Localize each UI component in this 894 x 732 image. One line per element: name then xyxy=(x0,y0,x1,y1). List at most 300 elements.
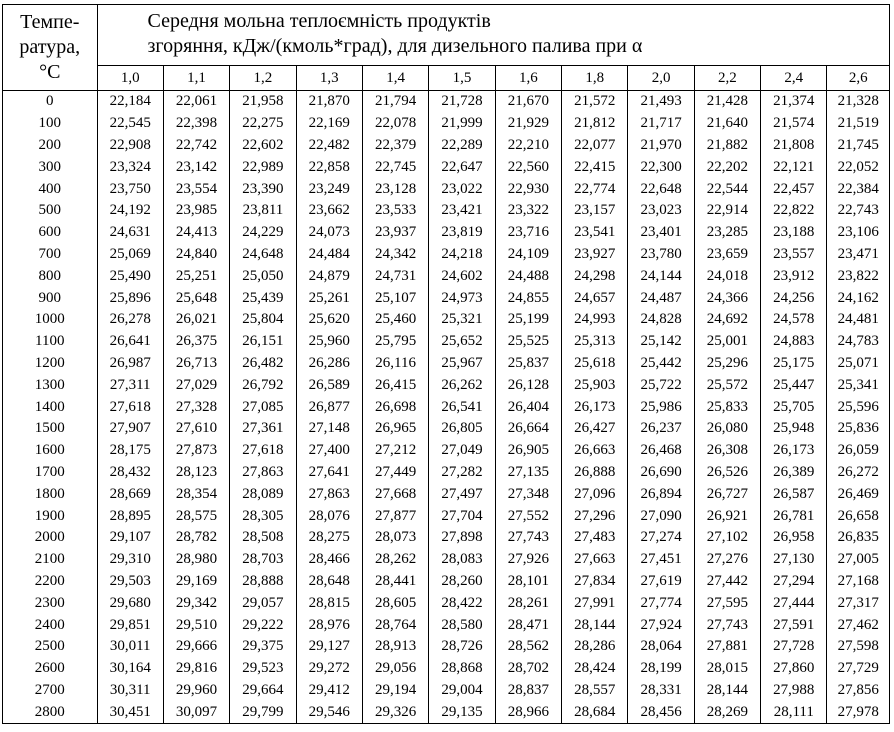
alpha-column-header: 1,5 xyxy=(429,66,495,91)
heat-capacity-cell: 29,816 xyxy=(163,658,229,680)
heat-capacity-cell: 22,544 xyxy=(694,178,760,200)
heat-capacity-cell: 26,727 xyxy=(694,483,760,505)
heat-capacity-cell: 24,192 xyxy=(97,200,163,222)
heat-capacity-cell: 25,296 xyxy=(694,353,760,375)
heat-capacity-cell: 21,572 xyxy=(562,91,628,113)
heat-capacity-cell: 28,261 xyxy=(495,592,561,614)
heat-capacity-cell: 27,881 xyxy=(694,636,760,658)
heat-capacity-cell: 24,218 xyxy=(429,244,495,266)
heat-capacity-cell: 26,921 xyxy=(694,505,760,527)
heat-capacity-cell: 23,716 xyxy=(495,222,561,244)
heat-capacity-cell: 24,692 xyxy=(694,309,760,331)
heat-capacity-cell: 24,855 xyxy=(495,287,561,309)
heat-capacity-cell: 27,552 xyxy=(495,505,561,527)
alpha-column-header: 1,6 xyxy=(495,66,561,91)
heat-capacity-cell: 26,888 xyxy=(562,462,628,484)
heat-capacity-cell: 23,322 xyxy=(495,200,561,222)
heat-capacity-cell: 21,808 xyxy=(761,135,827,157)
heat-capacity-cell: 28,441 xyxy=(362,571,428,593)
heat-capacity-cell: 26,526 xyxy=(694,462,760,484)
heat-capacity-cell: 25,572 xyxy=(694,374,760,396)
heat-capacity-cell: 23,659 xyxy=(694,244,760,266)
heat-capacity-cell: 28,089 xyxy=(230,483,296,505)
heat-capacity-cell: 22,560 xyxy=(495,156,561,178)
heat-capacity-cell: 24,109 xyxy=(495,244,561,266)
heat-capacity-cell: 26,877 xyxy=(296,396,362,418)
heat-capacity-cell: 29,851 xyxy=(97,614,163,636)
heat-capacity-cell: 25,321 xyxy=(429,309,495,331)
heat-capacity-cell: 27,926 xyxy=(495,549,561,571)
heat-capacity-cell: 27,663 xyxy=(562,549,628,571)
heat-capacity-cell: 22,379 xyxy=(362,135,428,157)
heat-capacity-cell: 27,863 xyxy=(296,483,362,505)
heat-capacity-cell: 25,313 xyxy=(562,331,628,353)
heat-capacity-cell: 29,375 xyxy=(230,636,296,658)
heat-capacity-cell: 21,745 xyxy=(827,135,890,157)
heat-capacity-cell: 27,618 xyxy=(230,440,296,462)
heat-capacity-cell: 26,587 xyxy=(761,483,827,505)
heat-capacity-cell: 27,873 xyxy=(163,440,229,462)
heat-capacity-cell: 28,123 xyxy=(163,462,229,484)
heat-capacity-cell: 25,948 xyxy=(761,418,827,440)
heat-capacity-cell: 29,169 xyxy=(163,571,229,593)
table-row xyxy=(3,658,890,680)
heat-capacity-cell: 25,341 xyxy=(827,374,890,396)
alpha-header-row xyxy=(3,66,890,91)
heat-capacity-cell: 25,596 xyxy=(827,396,890,418)
temperature-cell: 2500 xyxy=(3,636,98,658)
heat-capacity-cell: 29,135 xyxy=(429,701,495,723)
heat-capacity-cell: 24,993 xyxy=(562,309,628,331)
heat-capacity-cell: 21,574 xyxy=(761,113,827,135)
heat-capacity-cell: 23,142 xyxy=(163,156,229,178)
heat-capacity-cell: 26,698 xyxy=(362,396,428,418)
heat-capacity-cell: 26,805 xyxy=(429,418,495,440)
heat-capacity-cell: 28,562 xyxy=(495,636,561,658)
heat-capacity-cell: 26,151 xyxy=(230,331,296,353)
heat-capacity-cell: 28,064 xyxy=(628,636,694,658)
heat-capacity-cell: 24,413 xyxy=(163,222,229,244)
heat-capacity-cell: 28,703 xyxy=(230,549,296,571)
temperature-cell: 100 xyxy=(3,113,98,135)
heat-capacity-cell: 27,212 xyxy=(362,440,428,462)
heat-capacity-cell: 24,883 xyxy=(761,331,827,353)
heat-capacity-cell: 26,286 xyxy=(296,353,362,375)
heat-capacity-cell: 22,482 xyxy=(296,135,362,157)
heat-capacity-cell: 23,023 xyxy=(628,200,694,222)
heat-capacity-cell: 26,658 xyxy=(827,505,890,527)
heat-capacity-cell: 22,184 xyxy=(97,91,163,113)
heat-capacity-cell: 28,471 xyxy=(495,614,561,636)
heat-capacity-cell: 21,794 xyxy=(362,91,428,113)
heat-capacity-cell: 28,966 xyxy=(495,701,561,723)
heat-capacity-cell: 25,001 xyxy=(694,331,760,353)
heat-capacity-cell: 25,142 xyxy=(628,331,694,353)
heat-capacity-cell: 29,412 xyxy=(296,680,362,702)
heat-capacity-cell: 21,428 xyxy=(694,91,760,113)
temperature-cell: 1400 xyxy=(3,396,98,418)
heat-capacity-cell: 26,835 xyxy=(827,527,890,549)
heat-capacity-cell: 21,670 xyxy=(495,91,561,113)
heat-capacity-cell: 27,296 xyxy=(562,505,628,527)
heat-capacity-cell: 28,466 xyxy=(296,549,362,571)
temperature-cell: 500 xyxy=(3,200,98,222)
alpha-column-header: 2,4 xyxy=(761,66,827,91)
heat-capacity-cell: 22,774 xyxy=(562,178,628,200)
heat-capacity-cell: 27,282 xyxy=(429,462,495,484)
alpha-column-header: 1,3 xyxy=(296,66,362,91)
table-row xyxy=(3,265,890,287)
heat-capacity-cell: 25,107 xyxy=(362,287,428,309)
heat-capacity-cell: 28,331 xyxy=(628,680,694,702)
heat-capacity-cell: 25,525 xyxy=(495,331,561,353)
table-row xyxy=(3,418,890,440)
heat-capacity-cell: 23,401 xyxy=(628,222,694,244)
heat-capacity-cell: 28,976 xyxy=(296,614,362,636)
heat-capacity-cell: 22,300 xyxy=(628,156,694,178)
heat-capacity-cell: 27,641 xyxy=(296,462,362,484)
heat-capacity-cell: 25,439 xyxy=(230,287,296,309)
heat-capacity-cell: 27,898 xyxy=(429,527,495,549)
heat-capacity-cell: 24,342 xyxy=(362,244,428,266)
heat-capacity-cell: 22,052 xyxy=(827,156,890,178)
heat-capacity-cell: 23,557 xyxy=(761,244,827,266)
table-row xyxy=(3,396,890,418)
heat-capacity-cell: 22,908 xyxy=(97,135,163,157)
heat-capacity-cell: 26,663 xyxy=(562,440,628,462)
heat-capacity-cell: 29,310 xyxy=(97,549,163,571)
table-row xyxy=(3,309,890,331)
heat-capacity-cell: 28,895 xyxy=(97,505,163,527)
table-row xyxy=(3,462,890,484)
heat-capacity-cell: 28,575 xyxy=(163,505,229,527)
heat-capacity-cell: 29,057 xyxy=(230,592,296,614)
heat-capacity-cell: 26,404 xyxy=(495,396,561,418)
heat-capacity-cell: 26,792 xyxy=(230,374,296,396)
heat-capacity-cell: 28,111 xyxy=(761,701,827,723)
heat-capacity-cell: 27,924 xyxy=(628,614,694,636)
heat-capacity-cell: 28,199 xyxy=(628,658,694,680)
heat-capacity-cell: 22,457 xyxy=(761,178,827,200)
heat-capacity-cell: 27,618 xyxy=(97,396,163,418)
heat-capacity-cell: 27,361 xyxy=(230,418,296,440)
table-row xyxy=(3,592,890,614)
heat-capacity-cell: 26,965 xyxy=(362,418,428,440)
heat-capacity-cell: 24,879 xyxy=(296,265,362,287)
heat-capacity-cell: 30,311 xyxy=(97,680,163,702)
heat-capacity-cell: 29,523 xyxy=(230,658,296,680)
alpha-column-header: 1,8 xyxy=(562,66,628,91)
heat-capacity-cell: 25,722 xyxy=(628,374,694,396)
heat-capacity-cell: 26,116 xyxy=(362,353,428,375)
heat-capacity-cell: 22,210 xyxy=(495,135,561,157)
heat-capacity-cell: 27,130 xyxy=(761,549,827,571)
heat-capacity-cell: 28,424 xyxy=(562,658,628,680)
heat-capacity-cell: 25,795 xyxy=(362,331,428,353)
heat-capacity-cell: 28,305 xyxy=(230,505,296,527)
temperature-cell: 2100 xyxy=(3,549,98,571)
heat-capacity-cell: 27,591 xyxy=(761,614,827,636)
heat-capacity-cell: 23,022 xyxy=(429,178,495,200)
table-title-line2: згоряння, кДж/(кмоль*град), для дизельного палива при α xyxy=(147,35,643,57)
heat-capacity-cell: 23,811 xyxy=(230,200,296,222)
heat-capacity-cell: 23,390 xyxy=(230,178,296,200)
heat-capacity-cell: 26,427 xyxy=(562,418,628,440)
heat-capacity-cell: 28,888 xyxy=(230,571,296,593)
heat-capacity-cell: 28,648 xyxy=(296,571,362,593)
heat-capacity-cell: 24,973 xyxy=(429,287,495,309)
heat-capacity-cell: 22,398 xyxy=(163,113,229,135)
heat-capacity-cell: 25,460 xyxy=(362,309,428,331)
heat-capacity-cell: 26,469 xyxy=(827,483,890,505)
heat-capacity-cell: 24,840 xyxy=(163,244,229,266)
heat-capacity-cell: 23,533 xyxy=(362,200,428,222)
heat-capacity-cell: 28,260 xyxy=(429,571,495,593)
temperature-cell: 400 xyxy=(3,178,98,200)
heat-capacity-cell: 25,069 xyxy=(97,244,163,266)
temperature-cell: 200 xyxy=(3,135,98,157)
heat-capacity-cell: 21,519 xyxy=(827,113,890,135)
heat-capacity-cell: 22,169 xyxy=(296,113,362,135)
heat-capacity-cell: 27,096 xyxy=(562,483,628,505)
heat-capacity-cell: 26,021 xyxy=(163,309,229,331)
heat-capacity-cell: 24,073 xyxy=(296,222,362,244)
heat-capacity-cell: 29,127 xyxy=(296,636,362,658)
heat-capacity-cell: 27,029 xyxy=(163,374,229,396)
heat-capacity-cell: 27,729 xyxy=(827,658,890,680)
heat-capacity-cell: 29,222 xyxy=(230,614,296,636)
heat-capacity-cell: 22,602 xyxy=(230,135,296,157)
heat-capacity-cell: 27,168 xyxy=(827,571,890,593)
temperature-cell: 2800 xyxy=(3,701,98,723)
heat-capacity-cell: 23,324 xyxy=(97,156,163,178)
heat-capacity-cell: 26,589 xyxy=(296,374,362,396)
heat-capacity-cell: 26,415 xyxy=(362,374,428,396)
heat-capacity-cell: 27,988 xyxy=(761,680,827,702)
heat-capacity-cell: 27,497 xyxy=(429,483,495,505)
heat-capacity-cell: 24,783 xyxy=(827,331,890,353)
heat-capacity-cell: 25,442 xyxy=(628,353,694,375)
heat-capacity-cell: 26,173 xyxy=(761,440,827,462)
heat-capacity-cell: 24,731 xyxy=(362,265,428,287)
heat-capacity-cell: 26,173 xyxy=(562,396,628,418)
heat-capacity-cell: 27,462 xyxy=(827,614,890,636)
heat-capacity-cell: 22,822 xyxy=(761,200,827,222)
heat-capacity-cell: 21,882 xyxy=(694,135,760,157)
temperature-cell: 1900 xyxy=(3,505,98,527)
table-row xyxy=(3,222,890,244)
temperature-cell: 1500 xyxy=(3,418,98,440)
heat-capacity-cell: 23,157 xyxy=(562,200,628,222)
heat-capacity-cell: 24,648 xyxy=(230,244,296,266)
heat-capacity-cell: 29,510 xyxy=(163,614,229,636)
heat-capacity-cell: 26,541 xyxy=(429,396,495,418)
table-row xyxy=(3,440,890,462)
heat-capacity-cell: 23,188 xyxy=(761,222,827,244)
temperature-cell: 2600 xyxy=(3,658,98,680)
temperature-cell: 1200 xyxy=(3,353,98,375)
heat-capacity-cell: 24,018 xyxy=(694,265,760,287)
heat-capacity-cell: 25,618 xyxy=(562,353,628,375)
alpha-column-header: 2,6 xyxy=(827,66,890,91)
heat-capacity-cell: 26,389 xyxy=(761,462,827,484)
table-row xyxy=(3,701,890,723)
table-row xyxy=(3,483,890,505)
heat-capacity-cell: 26,641 xyxy=(97,331,163,353)
heat-capacity-cell: 24,828 xyxy=(628,309,694,331)
temperature-header-line3: °С xyxy=(39,61,61,83)
heat-capacity-cell: 27,135 xyxy=(495,462,561,484)
heat-capacity-cell: 27,619 xyxy=(628,571,694,593)
heat-capacity-cell: 28,508 xyxy=(230,527,296,549)
heat-capacity-cell: 24,256 xyxy=(761,287,827,309)
heat-capacity-cell: 25,071 xyxy=(827,353,890,375)
temperature-cell: 1600 xyxy=(3,440,98,462)
heat-capacity-cell: 21,328 xyxy=(827,91,890,113)
heat-capacity-cell: 29,342 xyxy=(163,592,229,614)
heat-capacity-cell: 26,713 xyxy=(163,353,229,375)
heat-capacity-cell: 29,272 xyxy=(296,658,362,680)
heat-capacity-cell: 23,662 xyxy=(296,200,362,222)
heat-capacity-cell: 21,493 xyxy=(628,91,694,113)
heat-capacity-cell: 22,078 xyxy=(362,113,428,135)
temperature-cell: 1800 xyxy=(3,483,98,505)
temperature-cell: 700 xyxy=(3,244,98,266)
heat-capacity-cell: 29,056 xyxy=(362,658,428,680)
heat-capacity-cell: 28,073 xyxy=(362,527,428,549)
heat-capacity-cell: 23,554 xyxy=(163,178,229,200)
heat-capacity-cell: 23,985 xyxy=(163,200,229,222)
heat-capacity-table-wrapper xyxy=(2,4,890,724)
heat-capacity-cell: 25,490 xyxy=(97,265,163,287)
heat-capacity-cell: 22,930 xyxy=(495,178,561,200)
heat-capacity-cell: 28,432 xyxy=(97,462,163,484)
heat-capacity-cell: 26,958 xyxy=(761,527,827,549)
heat-capacity-cell: 29,960 xyxy=(163,680,229,702)
heat-capacity-cell: 27,991 xyxy=(562,592,628,614)
heat-capacity-cell: 24,487 xyxy=(628,287,694,309)
temperature-cell: 2400 xyxy=(3,614,98,636)
heat-capacity-cell: 27,728 xyxy=(761,636,827,658)
heat-capacity-cell: 25,837 xyxy=(495,353,561,375)
heat-capacity-cell: 28,980 xyxy=(163,549,229,571)
heat-capacity-cell: 25,199 xyxy=(495,309,561,331)
heat-capacity-cell: 26,272 xyxy=(827,462,890,484)
heat-capacity-cell: 26,308 xyxy=(694,440,760,462)
heat-capacity-cell: 27,444 xyxy=(761,592,827,614)
heat-capacity-cell: 23,822 xyxy=(827,265,890,287)
heat-capacity-cell: 28,286 xyxy=(562,636,628,658)
table-row xyxy=(3,571,890,593)
heat-capacity-cell: 28,913 xyxy=(362,636,428,658)
heat-capacity-table xyxy=(2,4,890,724)
temperature-cell: 2200 xyxy=(3,571,98,593)
alpha-column-header: 1,4 xyxy=(362,66,428,91)
heat-capacity-cell: 26,080 xyxy=(694,418,760,440)
temperature-cell: 1000 xyxy=(3,309,98,331)
heat-capacity-cell: 30,164 xyxy=(97,658,163,680)
table-row xyxy=(3,156,890,178)
table-row xyxy=(3,505,890,527)
table-row xyxy=(3,287,890,309)
heat-capacity-cell: 26,278 xyxy=(97,309,163,331)
temperature-header xyxy=(3,5,98,91)
table-body xyxy=(3,91,890,724)
heat-capacity-cell: 27,595 xyxy=(694,592,760,614)
heat-capacity-cell: 26,237 xyxy=(628,418,694,440)
table-row xyxy=(3,331,890,353)
heat-capacity-cell: 27,743 xyxy=(694,614,760,636)
heat-capacity-cell: 24,162 xyxy=(827,287,890,309)
heat-capacity-cell: 25,261 xyxy=(296,287,362,309)
temperature-cell: 2300 xyxy=(3,592,98,614)
heat-capacity-cell: 24,631 xyxy=(97,222,163,244)
heat-capacity-cell: 27,274 xyxy=(628,527,694,549)
heat-capacity-cell: 22,745 xyxy=(362,156,428,178)
heat-capacity-cell: 27,598 xyxy=(827,636,890,658)
heat-capacity-cell: 27,148 xyxy=(296,418,362,440)
heat-capacity-cell: 22,648 xyxy=(628,178,694,200)
temperature-cell: 1300 xyxy=(3,374,98,396)
heat-capacity-cell: 22,077 xyxy=(562,135,628,157)
heat-capacity-cell: 21,999 xyxy=(429,113,495,135)
table-row xyxy=(3,680,890,702)
heat-capacity-cell: 26,781 xyxy=(761,505,827,527)
heat-capacity-cell: 24,578 xyxy=(761,309,827,331)
heat-capacity-cell: 25,967 xyxy=(429,353,495,375)
heat-capacity-cell: 27,743 xyxy=(495,527,561,549)
temperature-cell: 800 xyxy=(3,265,98,287)
table-row xyxy=(3,135,890,157)
heat-capacity-cell: 27,856 xyxy=(827,680,890,702)
heat-capacity-cell: 21,728 xyxy=(429,91,495,113)
heat-capacity-cell: 28,764 xyxy=(362,614,428,636)
heat-capacity-cell: 27,860 xyxy=(761,658,827,680)
heat-capacity-cell: 26,262 xyxy=(429,374,495,396)
heat-capacity-cell: 27,049 xyxy=(429,440,495,462)
heat-capacity-cell: 26,987 xyxy=(97,353,163,375)
heat-capacity-cell: 23,421 xyxy=(429,200,495,222)
heat-capacity-cell: 23,541 xyxy=(562,222,628,244)
heat-capacity-cell: 23,927 xyxy=(562,244,628,266)
heat-capacity-cell: 24,366 xyxy=(694,287,760,309)
heat-capacity-cell: 23,937 xyxy=(362,222,428,244)
alpha-column-header: 2,0 xyxy=(628,66,694,91)
heat-capacity-cell: 27,483 xyxy=(562,527,628,549)
heat-capacity-cell: 23,780 xyxy=(628,244,694,266)
heat-capacity-cell: 27,442 xyxy=(694,571,760,593)
table-title xyxy=(97,5,889,66)
heat-capacity-cell: 25,251 xyxy=(163,265,229,287)
table-row xyxy=(3,113,890,135)
heat-capacity-cell: 29,107 xyxy=(97,527,163,549)
heat-capacity-cell: 29,664 xyxy=(230,680,296,702)
heat-capacity-cell: 22,384 xyxy=(827,178,890,200)
temperature-cell: 2000 xyxy=(3,527,98,549)
temperature-cell: 0 xyxy=(3,91,98,113)
heat-capacity-cell: 23,912 xyxy=(761,265,827,287)
heat-capacity-cell: 27,294 xyxy=(761,571,827,593)
heat-capacity-cell: 24,144 xyxy=(628,265,694,287)
heat-capacity-cell: 26,128 xyxy=(495,374,561,396)
heat-capacity-cell: 29,004 xyxy=(429,680,495,702)
heat-capacity-cell: 24,481 xyxy=(827,309,890,331)
heat-capacity-cell: 22,545 xyxy=(97,113,163,135)
heat-capacity-cell: 28,101 xyxy=(495,571,561,593)
heat-capacity-cell: 27,328 xyxy=(163,396,229,418)
heat-capacity-cell: 22,061 xyxy=(163,91,229,113)
heat-capacity-cell: 30,011 xyxy=(97,636,163,658)
